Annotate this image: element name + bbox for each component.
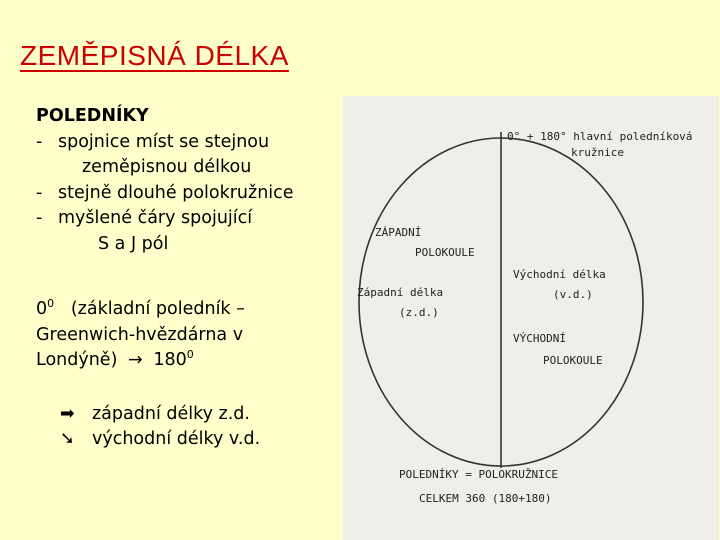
list-item (36, 130, 346, 156)
degree-180: 180 (153, 350, 187, 370)
text-block (36, 104, 346, 453)
west-length-2: (z.d.) (399, 306, 439, 319)
top-label-2: kružnice (571, 146, 624, 159)
west-hemisphere-1: ZÁPADNÍ (375, 226, 422, 239)
greenwich-line-3 (36, 348, 346, 374)
top-label: 0° + 180° hlavní poledníková (507, 130, 693, 143)
sketch-photo (343, 96, 719, 540)
bottom-label-1: POLEDNÍKY = POLOKRUŽNICE (399, 468, 558, 481)
east-hemisphere-2: POLOKOULE (543, 354, 603, 367)
degree-mark: 0 (47, 297, 55, 311)
list-item (36, 206, 346, 232)
greenwich-line-1 (36, 297, 346, 323)
eastern-longitude-line (36, 427, 346, 453)
list-item-text: stejně dlouhé polokružnice (58, 182, 294, 203)
zero-degree: 0 (36, 299, 48, 319)
arrow-right-icon: → (128, 350, 143, 370)
dash-mark: - (36, 131, 43, 152)
list-item-text: myšlené čáry spojující (58, 208, 253, 228)
list-item-continued: S a J pól (98, 233, 169, 254)
greenwich-text-1: (základní poledník – (70, 299, 245, 319)
western-longitude-text: západní délky z.d. (92, 403, 250, 424)
east-length-1: Východní délka (513, 268, 606, 281)
list-item-continued: zeměpisnou délkou (82, 157, 252, 177)
dash-mark: - (36, 182, 43, 203)
meridians-heading: POLEDNÍKY (36, 106, 149, 126)
east-hemisphere-1: VÝCHODNÍ (513, 332, 566, 345)
greenwich-text-3: Londýně) (36, 350, 118, 370)
west-length-1: Západní délka (357, 286, 444, 299)
page-title: ZEMĚPISNÁ DÉLKA (20, 40, 289, 71)
list-item-text: spojnice míst se stejnou (58, 131, 270, 152)
dash-mark: - (36, 208, 43, 228)
arrow-down-right-icon: ➘ (60, 429, 75, 449)
arrow-right-bold-icon: ➡ (60, 403, 75, 424)
degree-mark: 0 (186, 348, 194, 362)
bottom-label-2: CELKEM 360 (180+180) (419, 492, 552, 505)
western-longitude-line (36, 402, 346, 428)
greenwich-line-2: Greenwich-hvězdárna v (36, 324, 244, 345)
eastern-longitude-text: východní délky v.d. (92, 429, 261, 449)
list-item (36, 181, 346, 207)
west-hemisphere-2: POLOKOULE (415, 246, 475, 259)
east-length-2: (v.d.) (553, 288, 593, 301)
